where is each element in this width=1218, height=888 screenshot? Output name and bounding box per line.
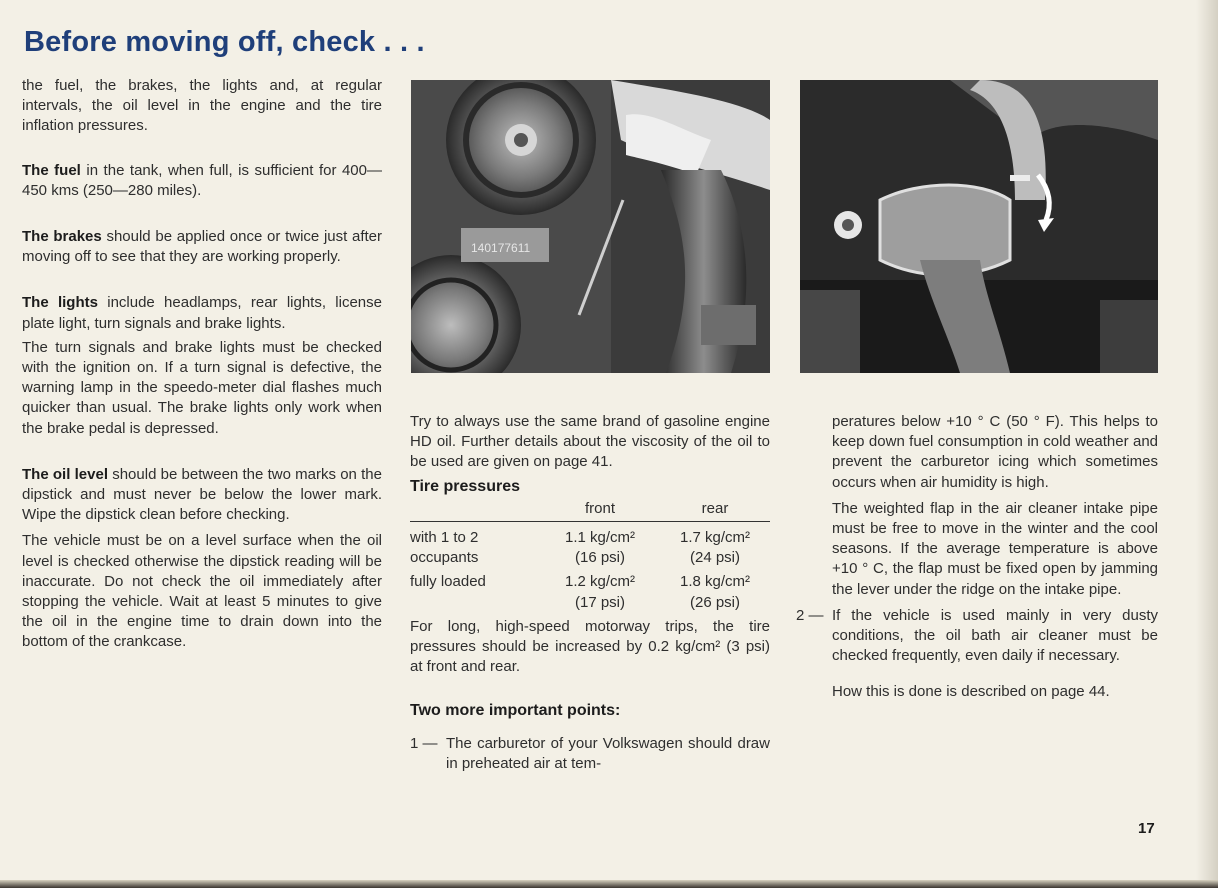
- brakes-paragraph: [22, 227, 382, 267]
- point-2-text: If the vehicle is used mainly in very dusty conditions, the oil bath air cleaner must be checked frequently, even daily if necessary.: [832, 606, 1158, 665]
- two-points-heading: Two more important points:: [410, 702, 621, 720]
- engine-dipstick-photo: [411, 80, 770, 373]
- rear-psi: (26 psi): [689, 593, 741, 611]
- motorway-paragraph: For long, high-speed motorway trips, the tire pressures should be increased by 0.2 kg/cm² (3 psi) at front and rear.: [410, 617, 770, 676]
- table-row: [410, 568, 770, 612]
- front-psi: (17 psi): [574, 593, 626, 611]
- fuel-paragraph: [22, 161, 382, 201]
- howto-paragraph: How this is done is described on page 44.: [832, 683, 1110, 701]
- page-edge-shadow: [1196, 0, 1218, 888]
- gasoline-paragraph: Try to always use the same brand of gasoline engine HD oil. Further details about the viscosity of the oil to be used are given on page 41.: [410, 413, 770, 471]
- lights-label: The lights: [22, 294, 98, 312]
- row-front-value: [540, 568, 660, 612]
- fuel-text: in the tank, when full, is sufficient for 400—450 kms (250—280 miles).: [22, 161, 382, 199]
- point-1: [410, 734, 770, 774]
- page-number: 17: [1138, 820, 1155, 837]
- front-psi: (16 psi): [574, 549, 626, 567]
- brakes-text: should be applied once or twice just after moving off to see that they are working properly.: [22, 228, 382, 266]
- page-bottom-edge: [0, 880, 1218, 888]
- engine-dipstick-illustration: [411, 80, 770, 373]
- lights-text: include headlamps, rear lights, license plate light, turn signals and brake lights.: [22, 294, 382, 332]
- page-title: Before moving off, check . . .: [24, 26, 425, 58]
- tire-pressures-heading: Tire pressures: [410, 477, 520, 495]
- rear-psi: (24 psi): [689, 549, 741, 567]
- table-header-front: front: [540, 499, 660, 522]
- brakes-label: The brakes: [22, 228, 102, 246]
- lights-paragraph: [22, 293, 382, 333]
- table-header-label: [410, 499, 540, 522]
- oil-text: should be between the two marks on the dipstick and must never be below the lower mark. Wipe the dipstick clean before checking.: [22, 465, 382, 524]
- air-cleaner-illustration: [800, 80, 1158, 373]
- point-1-text: The carburetor of your Volkswagen should draw in preheated air at tem-: [446, 734, 770, 772]
- flap-paragraph: The weighted flap in the air cleaner intake pipe must be free to move in the winter and the cool seasons. If the average temperature is above +10 ° C, the flap must be fixed open by jamming the lever under the ridge on the intake pipe.: [832, 499, 1158, 598]
- row-rear-value: [660, 568, 770, 612]
- row-label: with 1 to 2 occupants: [410, 529, 479, 567]
- column-middle: [410, 412, 770, 774]
- row-rear-value: [660, 522, 770, 569]
- column-left: [22, 76, 382, 653]
- point-1-number: 1 —: [410, 734, 438, 752]
- table-row: [410, 522, 770, 569]
- tire-pressure-table: [410, 499, 770, 613]
- front-kg: 1.1 kg/cm²: [564, 529, 636, 547]
- column-right: [796, 412, 1158, 703]
- table-header-row: [410, 499, 770, 522]
- row-label: fully loaded: [410, 573, 486, 591]
- table-header-rear: rear: [660, 499, 770, 522]
- intro-paragraph: the fuel, the brakes, the lights and, at regular intervals, the oil level in the engine and the tire inflation pressures.: [22, 77, 382, 135]
- engine-stamp: 140177611: [471, 241, 531, 255]
- point-2: [796, 606, 1158, 667]
- front-kg: 1.2 kg/cm²: [564, 573, 636, 591]
- oil-label: The oil level: [22, 465, 108, 483]
- rear-kg: 1.7 kg/cm²: [679, 529, 751, 547]
- turn-signals-paragraph: The turn signals and brake lights must be checked with the ignition on. If a turn signal is defective, the warning lamp in the speedo-meter dial flashes much quicker than usual. The brake lights only work when the brake pedal is depressed.: [22, 338, 382, 437]
- vehicle-level-paragraph: The vehicle must be on a level surface when the oil level is checked otherwise the dipstick reading will be inaccurate. Do not check the oil immediately after stopping the vehicle. Wait at least 5 minutes to give the oil in the engine time to drain down into the bottom of the crankcase.: [22, 532, 382, 651]
- rear-kg: 1.8 kg/cm²: [679, 573, 751, 591]
- oil-paragraph: [22, 465, 382, 526]
- air-cleaner-flap-photo: [800, 80, 1158, 373]
- fuel-label: The fuel: [22, 161, 81, 179]
- continuation-paragraph: peratures below +10 ° C (50 ° F). This helps to keep down fuel consumption in cold weather and prevent the carburetor icing which sometimes occurs when air humidity is high.: [832, 413, 1158, 491]
- point-2-number: 2 —: [796, 606, 824, 624]
- row-front-value: [540, 522, 660, 569]
